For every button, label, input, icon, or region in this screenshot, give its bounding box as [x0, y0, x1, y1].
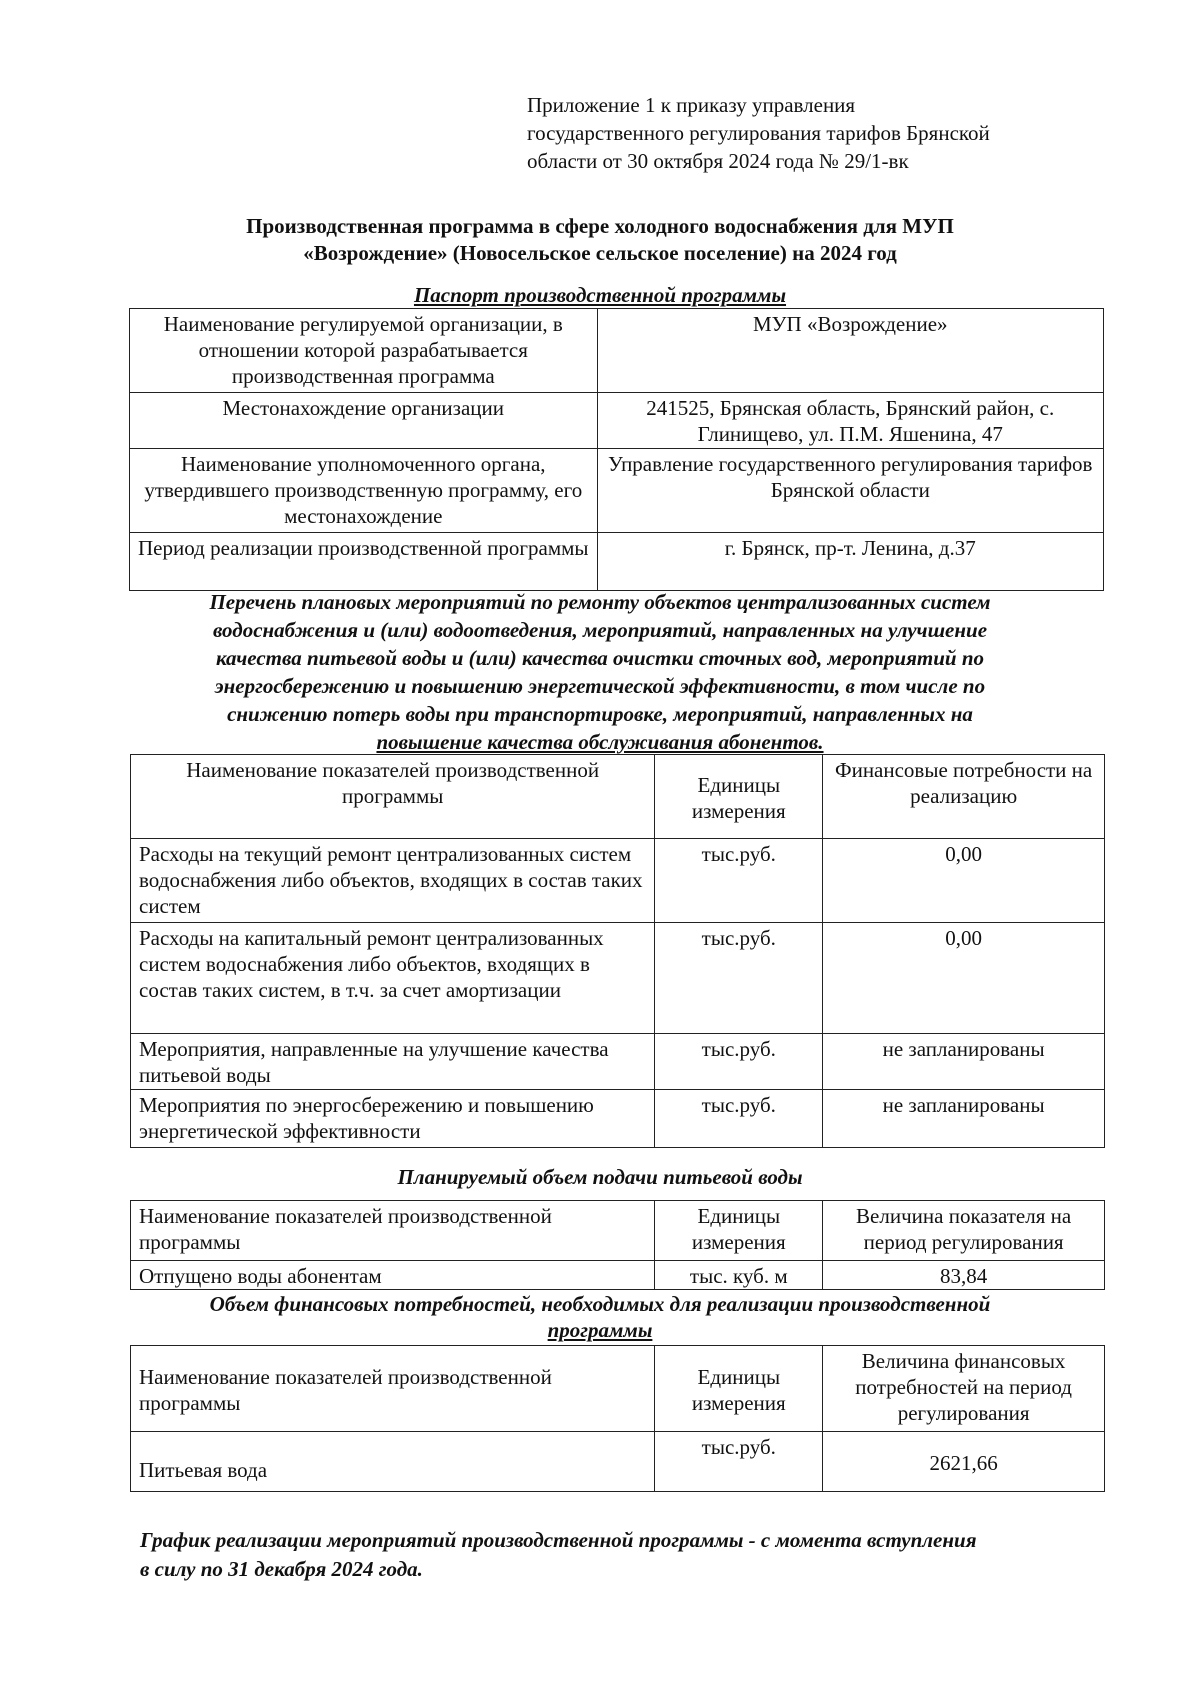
column-header: Наименование показателей производственной программы [131, 755, 655, 839]
passport-value: г. Брянск, пр-т. Ленина, д.37 [597, 533, 1103, 591]
schedule-line-2: в силу по 31 декабря 2024 года. [140, 1557, 423, 1581]
supply-heading: Планируемый объем подачи питьевой воды [397, 1165, 803, 1189]
passport-label: Период реализации производственной программы [130, 533, 598, 591]
table-header-row [131, 1346, 1105, 1432]
table-row [131, 839, 1105, 923]
column-header: Финансовые потребности на реализацию [823, 755, 1105, 839]
table-header-row [131, 1201, 1105, 1261]
measures-heading-line-2: водоснабжения и (или) водоотведения, мероприятий, направленных на улучшение [212, 618, 988, 642]
column-header: Единицы измерения [655, 1346, 823, 1432]
measure-name: Расходы на капитальный ремонт централизованных систем водоснабжения либо объектов, входящих в состав таких систем, в т.ч. за счет амортизации [131, 923, 655, 1034]
schedule-line-1: График реализации мероприятий производственной программы - с момента вступления [140, 1528, 977, 1552]
finance-heading-line-1: Объем финансовых потребностей, необходимых для реализации производственной [209, 1292, 991, 1316]
table-row [131, 1034, 1105, 1090]
measure-unit: тыс.руб. [655, 923, 823, 1034]
column-header: Наименование показателей производственной программы [131, 1346, 655, 1432]
passport-value: МУП «Возрождение» [597, 309, 1103, 393]
table-row [130, 533, 1104, 591]
finance-value: 2621,66 [823, 1432, 1105, 1492]
table-row [131, 1090, 1105, 1148]
measure-unit: тыс.руб. [655, 839, 823, 923]
passport-label: Наименование регулируемой организации, в отношении которой разрабатывается производственная программа [130, 309, 598, 393]
document-title-line-1: Производственная программа в сфере холодного водоснабжения для МУП [246, 214, 954, 238]
measure-name: Мероприятия по энергосбережению и повышению энергетической эффективности [131, 1090, 655, 1148]
measure-value: 0,00 [823, 839, 1105, 923]
table-row [130, 393, 1104, 449]
table-row [131, 923, 1105, 1034]
measures-heading-line-5: снижению потерь воды при транспортировке, мероприятий, направленных на [227, 702, 973, 726]
passport-table [129, 308, 1104, 591]
column-header: Наименование показателей производственной программы [131, 1201, 655, 1261]
passport-value: Управление государственного регулирования тарифов Брянской области [597, 449, 1103, 533]
measure-value: не запланированы [823, 1090, 1105, 1148]
column-header: Единицы измерения [655, 755, 823, 839]
finance-name: Питьевая вода [131, 1432, 655, 1492]
supply-unit: тыс. куб. м [655, 1261, 823, 1290]
table-row [130, 449, 1104, 533]
measure-value: 0,00 [823, 923, 1105, 1034]
finance-table [130, 1345, 1105, 1492]
measure-name: Расходы на текущий ремонт централизованных систем водоснабжения либо объектов, входящих в состав таких систем [131, 839, 655, 923]
table-header-row [131, 755, 1105, 839]
measure-name: Мероприятия, направленные на улучшение качества питьевой воды [131, 1034, 655, 1090]
measures-heading-line-4: энергосбережению и повышению энергетической эффективности, в том числе по [214, 674, 986, 698]
appendix-line-1: Приложение 1 к приказу управления [527, 93, 856, 117]
appendix-line-3: области от 30 октября 2024 года № 29/1-вк [527, 149, 909, 173]
supply-name: Отпущено воды абонентам [131, 1261, 655, 1290]
passport-label: Наименование уполномоченного органа, утвердившего производственную программу, его местонахождение [130, 449, 598, 533]
measures-heading-line-1: Перечень плановых мероприятий по ремонту объектов централизованных систем [209, 590, 991, 614]
finance-unit: тыс.руб. [655, 1432, 823, 1492]
document-title-line-2: «Возрождение» (Новосельское сельское поселение) на 2024 год [303, 241, 897, 265]
measure-unit: тыс.руб. [655, 1090, 823, 1148]
column-header: Единицы измерения [655, 1201, 823, 1261]
table-row [130, 309, 1104, 393]
table-row [131, 1261, 1105, 1290]
measure-value: не запланированы [823, 1034, 1105, 1090]
passport-label: Местонахождение организации [130, 393, 598, 449]
measures-heading-line-6: повышение качества обслуживания абонентов. [376, 730, 824, 754]
measures-table [130, 754, 1105, 1148]
column-header: Величина финансовых потребностей на период регулирования [823, 1346, 1105, 1432]
column-header: Величина показателя на период регулирования [823, 1201, 1105, 1261]
passport-heading: Паспорт производственной программы [413, 283, 787, 307]
supply-table [130, 1200, 1105, 1290]
finance-heading-line-2: программы [547, 1318, 653, 1342]
table-row [131, 1432, 1105, 1492]
supply-value: 83,84 [823, 1261, 1105, 1290]
measure-unit: тыс.руб. [655, 1034, 823, 1090]
measures-heading-line-3: качества питьевой воды и (или) качества очистки сточных вод, мероприятий по [215, 646, 985, 670]
appendix-line-2: государственного регулирования тарифов Брянской [527, 121, 990, 145]
passport-value: 241525, Брянская область, Брянский район, с. Глинищево, ул. П.М. Яшенина, 47 [597, 393, 1103, 449]
